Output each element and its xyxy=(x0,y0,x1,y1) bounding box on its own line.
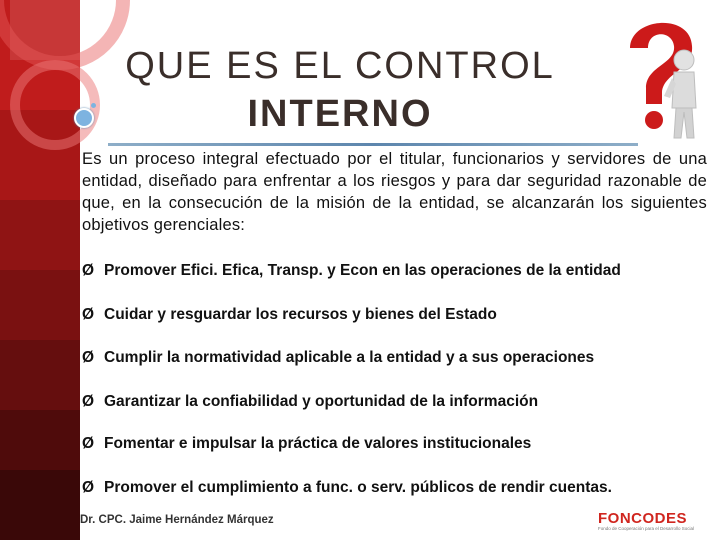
decorative-dot-large xyxy=(74,108,94,128)
arrow-bullet-icon: Ø xyxy=(82,479,95,496)
logo-name: FONCODES xyxy=(598,510,688,527)
title-line-2: INTERNO xyxy=(247,93,433,135)
list-item: Ø Garantizar la confiabilidad y oportunidad de la información xyxy=(82,393,539,410)
logo-subtitle: Fondo de Cooperación para el Desarrollo Social xyxy=(598,526,695,531)
foncodes-logo xyxy=(598,510,710,538)
arrow-bullet-icon: Ø xyxy=(82,393,95,410)
title-line-1: QUE ES EL CONTROL xyxy=(125,45,555,87)
arrow-bullet-icon: Ø xyxy=(82,262,95,279)
title-underline xyxy=(108,143,638,146)
list-item: Ø Fomentar e impulsar la práctica de valores institucionales xyxy=(82,435,532,452)
list-item: Ø Cumplir la normatividad aplicable a la entidad y a sus operaciones xyxy=(82,349,595,366)
question-mark-figure-icon xyxy=(612,8,708,144)
arrow-bullet-icon: Ø xyxy=(82,435,95,452)
footer-author: Dr. CPC. Jaime Hernández Márquez xyxy=(80,514,274,526)
list-item: Ø Promover el cumplimiento a func. o serv. públicos de rendir cuentas. xyxy=(82,479,612,496)
intro-paragraph: Es un proceso integral efectuado por el titular, funcionarios y servidores de una entidad, diseñado para enfrentar a los riesgos y para dar seguridad razonable de que, en la consecución de la misión de la entidad, se alcanzarán los siguientes objetivos gerenciales: xyxy=(82,150,707,234)
decorative-ring-middle xyxy=(10,60,100,150)
list-item: Ø Cuidar y resguardar los recursos y bienes del Estado xyxy=(82,306,497,323)
arrow-bullet-icon: Ø xyxy=(82,306,95,323)
list-item: Ø Promover Efici. Efica, Transp. y Econ en las operaciones de la entidad xyxy=(82,262,621,279)
slide-title xyxy=(110,42,570,138)
decorative-dot-small xyxy=(91,103,96,108)
arrow-bullet-icon: Ø xyxy=(82,349,95,366)
